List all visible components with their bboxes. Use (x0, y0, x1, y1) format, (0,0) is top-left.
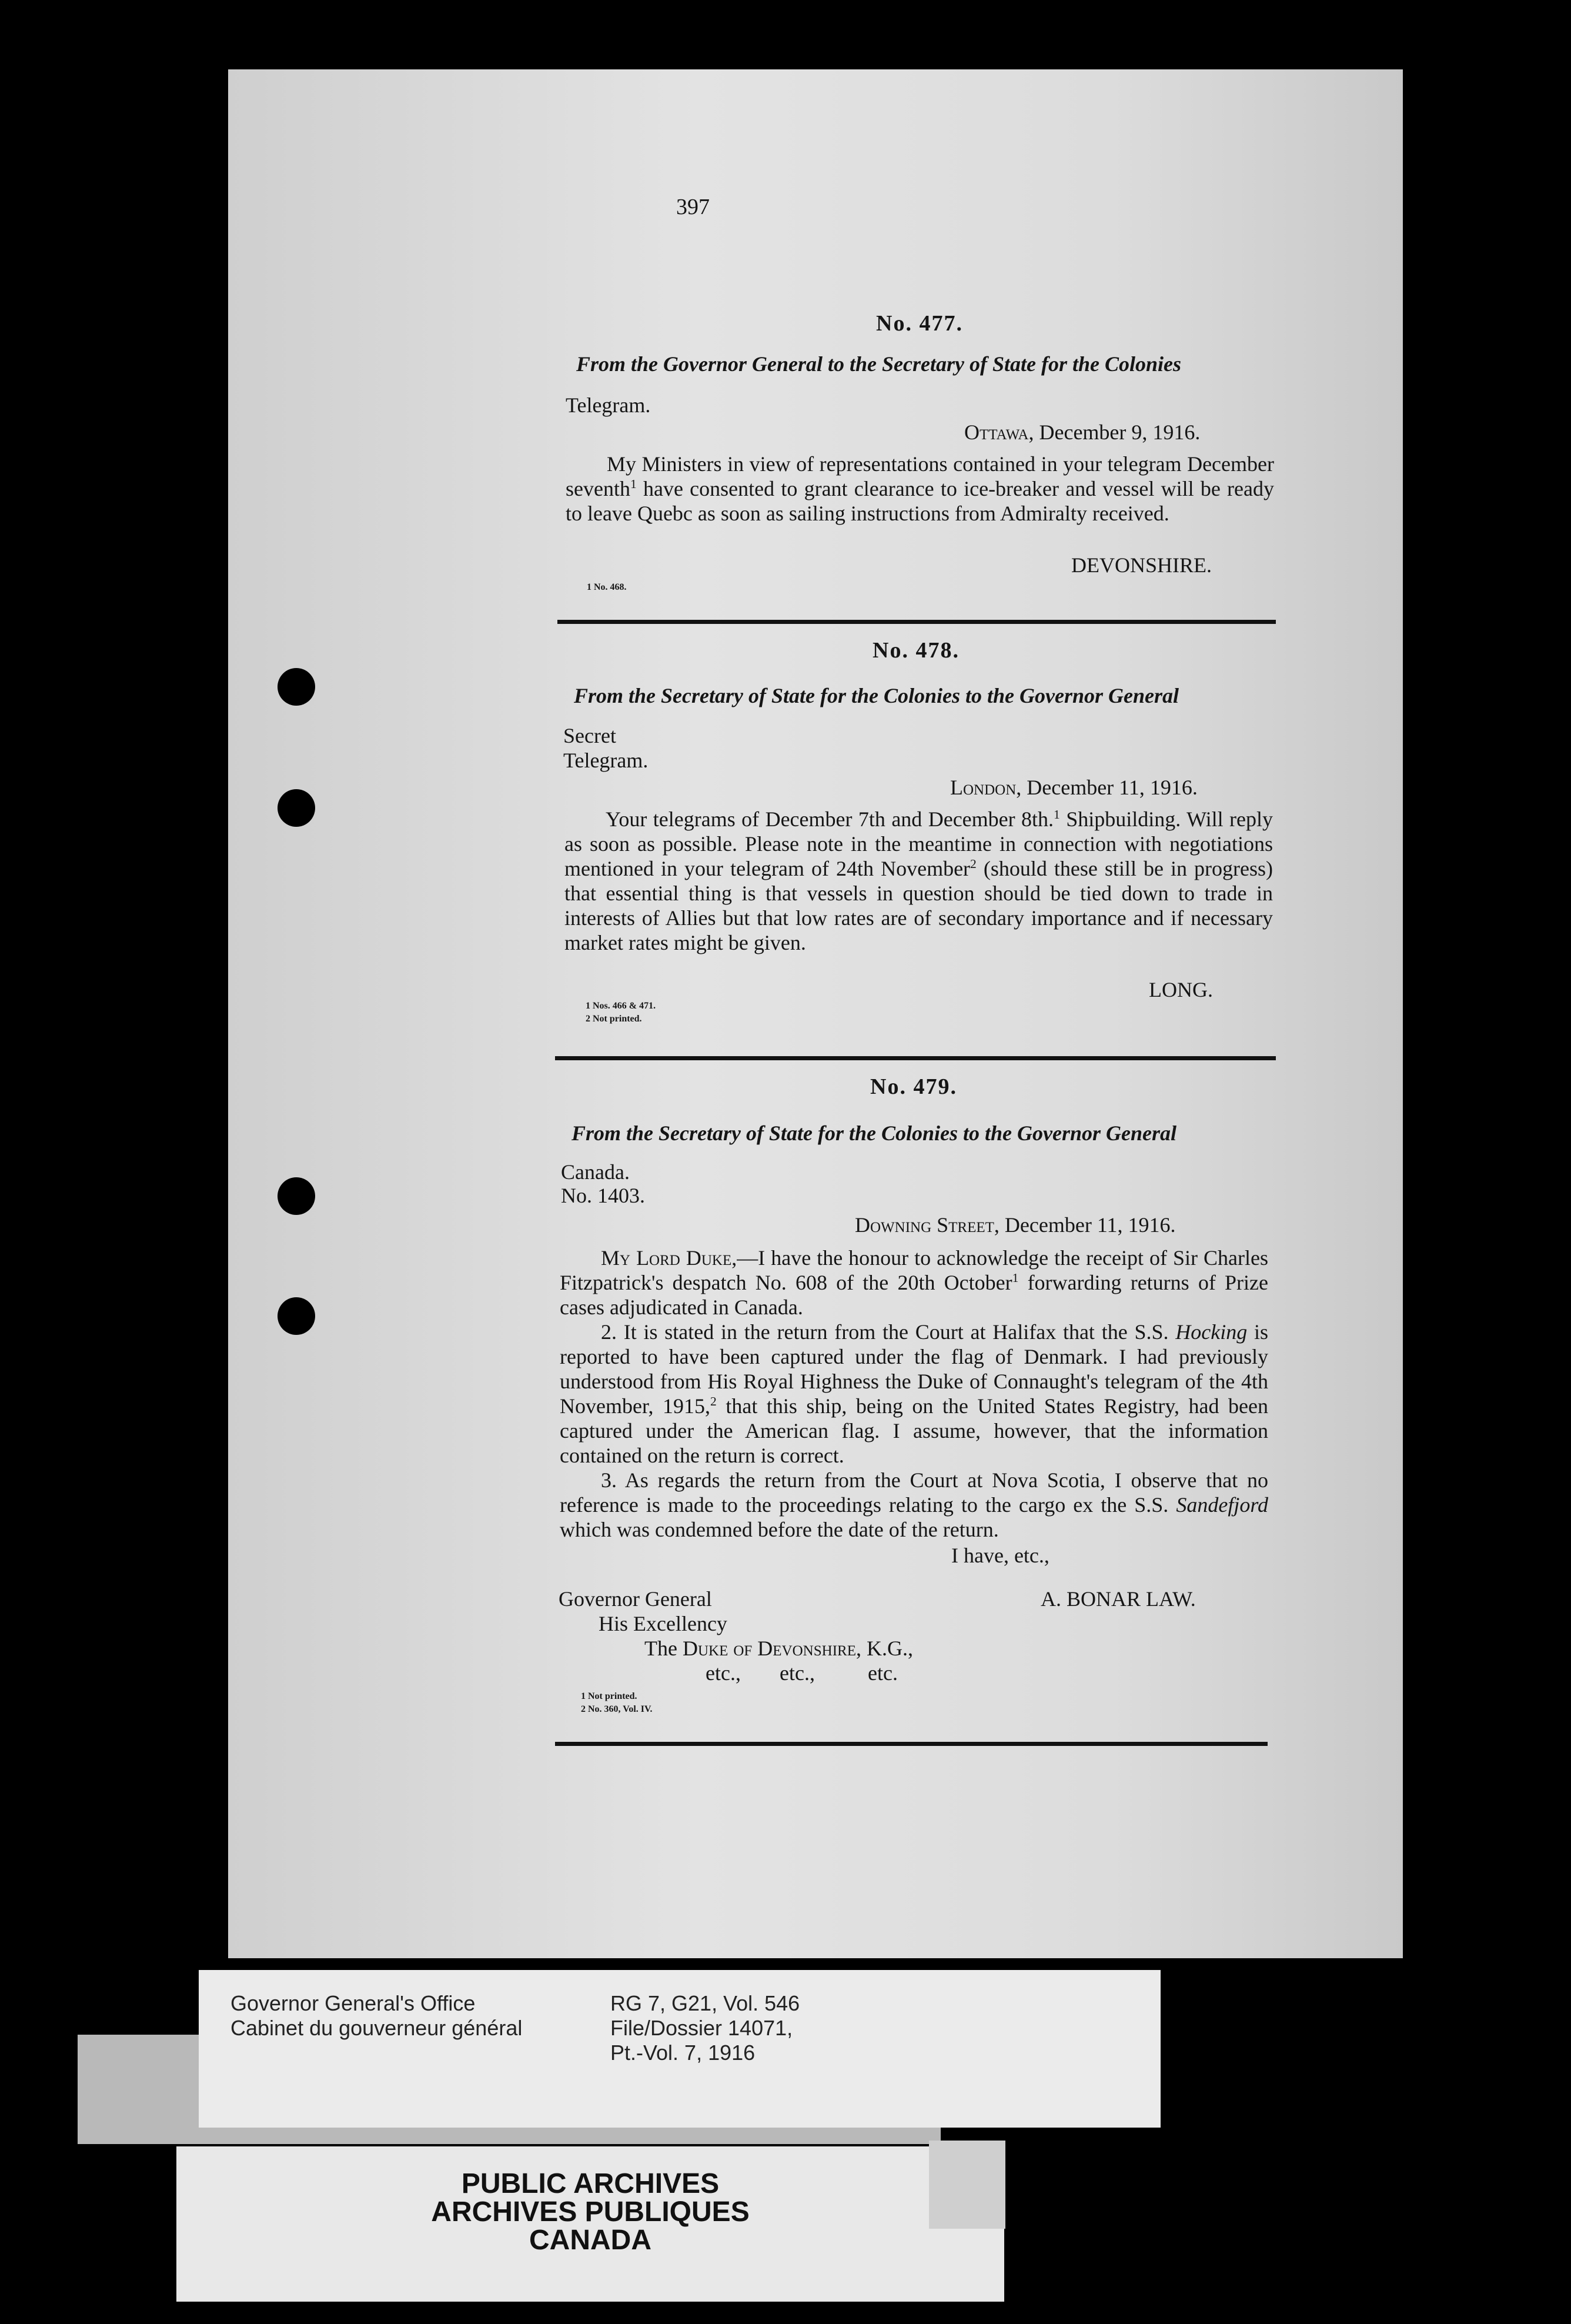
stamp-line: ARCHIVES PUBLIQUES (431, 2196, 750, 2228)
addressee-name: Duke of Devonshire (682, 1637, 856, 1660)
section-divider (555, 1056, 1276, 1060)
stamp-line: CANADA (529, 2225, 651, 2256)
document-479-closing: I have, etc., (951, 1544, 1049, 1567)
body-text: 3. As regards the return from the Court at Nova Scotia, I observe that no reference is made to the proceedings relating to the cargo ex the S.S. (560, 1468, 1268, 1517)
archive-reference-label (199, 1970, 1161, 2128)
document-479-etc: etc., (706, 1661, 741, 1685)
document-479-paragraph-2 (560, 1320, 1268, 1468)
stamp-line: PUBLIC ARCHIVES (461, 2168, 720, 2199)
document-number-479: No. 479. (870, 1074, 957, 1099)
document-478-body (564, 807, 1273, 955)
body-text: which was condemned before the date of the return. (560, 1518, 999, 1541)
document-477-heading: From the Governor General to the Secretary of State for the Colonies (576, 352, 1181, 376)
document-478-footnote: 1 Nos. 466 & 471. (586, 1001, 656, 1011)
document-479-footnote: 1 Not printed. (581, 1691, 637, 1701)
section-divider (557, 620, 1276, 624)
dateline-place: Downing Street (855, 1213, 994, 1237)
document-478-footnote: 2 Not printed. (586, 1014, 642, 1024)
record-group: RG 7, G21, Vol. 546 (610, 1991, 800, 2015)
body-text: 2. It is stated in the return from the Court at Halifax that the S.S. (601, 1320, 1176, 1344)
document-477-type: Telegram. (566, 393, 651, 417)
document-479-etc: etc. (868, 1661, 898, 1685)
document-477-body (566, 452, 1274, 526)
document-number-478: No. 478. (873, 638, 960, 663)
body-text: Your telegrams of December 7th and December 8th. (606, 807, 1054, 831)
dateline-place: Ottawa (964, 420, 1029, 444)
punch-hole (278, 1297, 315, 1335)
ship-name: Sandefjord (1176, 1493, 1268, 1517)
document-479-signature: A. BONAR LAW. (1041, 1587, 1196, 1611)
document-477-dateline (964, 420, 1200, 445)
body-text: Shipbuilding. Will reply as soon as possible. Please note in the meantime in connection with negotiations mentioned in your telegram of 24th November (564, 807, 1273, 880)
document-477-footnote: 1 No. 468. (587, 582, 627, 592)
document-479-footnote: 2 No. 360, Vol. IV. (581, 1704, 653, 1714)
document-479-addressee-name (644, 1636, 913, 1661)
body-text: is reported to have been captured under the flag of Denmark. I had previously understood from His Royal Highness the Duke of Connaught's telegram of the 4th November, 1915, (560, 1320, 1268, 1418)
body-text: My Ministers in view of representations contained in your telegram December seventh (566, 452, 1274, 500)
punch-hole (278, 789, 315, 827)
document-477-signature: DEVONSHIRE. (1071, 553, 1212, 577)
document-478-heading: From the Secretary of State for the Colonies to the Governor General (574, 684, 1179, 707)
body-text: The (644, 1637, 683, 1660)
document-479-addressee-title: Governor General (559, 1587, 712, 1611)
ship-name: Hocking (1175, 1320, 1248, 1344)
dateline-date: , December 11, 1916. (994, 1213, 1176, 1237)
footnote-marker: 2 (710, 1394, 717, 1408)
punch-hole (278, 1177, 315, 1215)
body-text: ,—I have the honour to acknowledge the receipt of Sir Charles Fitzpatrick's despatch No. 608 of the 20th October (560, 1246, 1268, 1294)
dateline-date: , December 11, 1916. (1016, 776, 1198, 799)
body-text: , K.G., (855, 1637, 913, 1660)
document-479-dateline (855, 1213, 1176, 1237)
footnote-marker: 2 (970, 857, 977, 871)
document-479-etc: etc., (780, 1661, 815, 1685)
document-479-addressee-honorific: His Excellency (599, 1612, 727, 1635)
office-name-en: Governor General's Office (230, 1991, 476, 2015)
body-text: forwarding returns of Prize cases adjudicated in Canada. (560, 1271, 1268, 1319)
archive-stamp (176, 2170, 1004, 2255)
page-number: 397 (676, 195, 710, 219)
document-479-reference: No. 1403. (561, 1184, 645, 1207)
office-name-fr: Cabinet du gouverneur général (230, 2016, 523, 2040)
document-479-recipient: Canada. (561, 1160, 630, 1184)
footnote-marker: 1 (1012, 1271, 1019, 1285)
dateline-place: London (950, 776, 1017, 799)
document-478-signature: LONG. (1149, 978, 1213, 1001)
body-text: that this ship, being on the United States Registry, had been captured under the American flag. I assume, however, that the information contained on the return is correct. (560, 1394, 1269, 1467)
footnote-marker: 1 (1054, 807, 1060, 822)
archive-reference (610, 1991, 800, 2065)
body-text: (should these still be in progress) that essential thing is that vessels in question should be tied down to trade in interests of Allies but that low rates are of secondary importance and if necessary market rates might be given. (564, 857, 1273, 954)
document-number-477: No. 477. (876, 311, 963, 336)
document-478-classification: Secret (563, 724, 616, 747)
office-names (230, 1991, 522, 2041)
dateline-date: , December 9, 1916. (1028, 420, 1201, 444)
document-479-paragraph-3 (560, 1468, 1268, 1542)
body-text: have consented to grant clearance to ice-breaker and vessel will be ready to leave Quebc as soon as sailing instructions from Admiralty received. (566, 477, 1274, 525)
document-479-paragraph-1 (560, 1246, 1268, 1320)
section-divider (555, 1742, 1268, 1746)
file-number: File/Dossier 14071, (610, 2016, 793, 2040)
document-478-type: Telegram. (563, 749, 649, 772)
volume-year: Pt.-Vol. 7, 1916 (610, 2041, 756, 2065)
punch-hole (278, 668, 315, 706)
footnote-marker: 1 (630, 477, 637, 491)
salutation: My Lord Duke (601, 1246, 732, 1270)
document-478-dateline (950, 775, 1198, 800)
document-479-heading: From the Secretary of State for the Colonies to the Governor General (571, 1121, 1176, 1145)
